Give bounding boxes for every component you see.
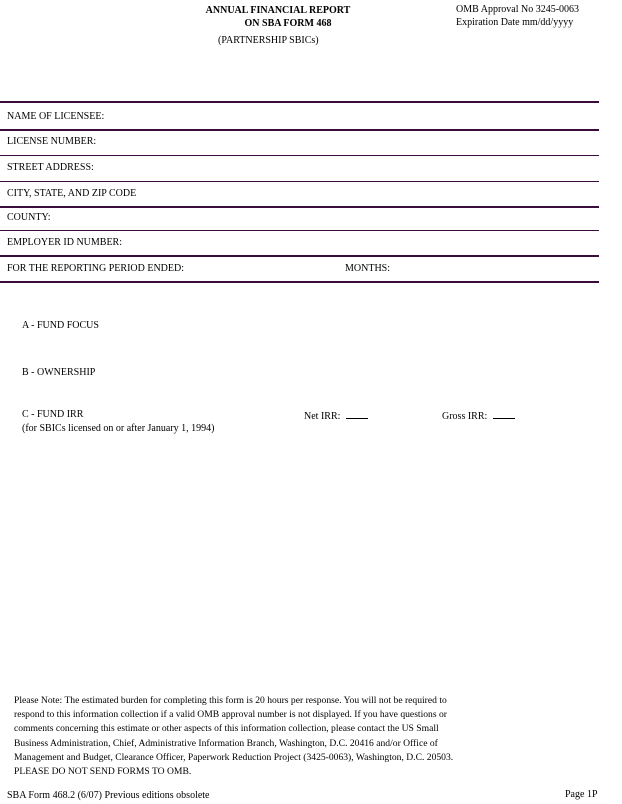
note-line: respond to this information collection if a valid OMB approval number is not displayed. If you have questions or [14, 709, 447, 721]
gross-irr-field[interactable] [442, 409, 515, 422]
field-months[interactable]: MONTHS: [345, 263, 391, 274]
net-irr-blank[interactable] [346, 409, 368, 419]
omb-approval: OMB Approval No 3245-0063 [456, 4, 580, 15]
note-line: PLEASE DO NOT SEND FORMS TO OMB. [14, 766, 192, 778]
gross-irr-blank[interactable] [493, 409, 515, 419]
gross-irr-label: Gross IRR: [442, 411, 488, 422]
field-city-state-zip[interactable]: CITY, STATE, AND ZIP CODE [7, 188, 137, 199]
divider [0, 129, 599, 131]
title-line-1: ANNUAL FINANCIAL REPORT [205, 5, 351, 16]
divider [0, 206, 599, 208]
divider-top [0, 101, 599, 103]
divider [0, 181, 599, 182]
burden-note [14, 694, 574, 779]
title-line-2: ON SBA FORM 468 [244, 18, 332, 29]
field-license-number[interactable]: LICENSE NUMBER: [7, 136, 97, 147]
section-ownership: B - OWNERSHIP [22, 367, 96, 378]
expiration-date: Expiration Date mm/dd/yyyy [456, 17, 574, 28]
divider [0, 230, 599, 231]
field-county[interactable]: COUNTY: [7, 212, 51, 223]
section-fund-focus: A - FUND FOCUS [22, 320, 99, 331]
field-employer-id[interactable]: EMPLOYER ID NUMBER: [7, 237, 123, 248]
divider [0, 155, 599, 156]
field-name-of-licensee[interactable]: NAME OF LICENSEE: [7, 111, 105, 122]
field-street-address[interactable]: STREET ADDRESS: [7, 162, 94, 173]
net-irr-label: Net IRR: [304, 411, 341, 422]
field-reporting-period[interactable]: FOR THE REPORTING PERIOD ENDED: [7, 263, 184, 274]
report-title [180, 4, 376, 30]
net-irr-field[interactable] [304, 409, 368, 422]
note-line: comments concerning this estimate or other aspects of this information collection, please contact the US Small [14, 723, 439, 735]
divider-bottom [0, 281, 599, 283]
note-line: Please Note: The estimated burden for completing this form is 20 hours per response. You will not be required to [14, 695, 447, 706]
note-line: Management and Budget, Clearance Officer, Paperwork Reduction Project (3425-0063), Washington, D.C. 20503. [14, 751, 454, 763]
note-line: Business Administration, Chief, Administrative Information Branch, Washington, D.C. 20416 and/or Office of [14, 737, 438, 749]
section-fund-irr: C - FUND IRR [22, 409, 84, 420]
page-number: Page 1P [565, 789, 598, 800]
footer-form-id: SBA Form 468.2 (6/07) Previous editions obsolete [7, 790, 210, 801]
divider [0, 255, 599, 257]
report-subtitle: (PARTNERSHIP SBICs) [218, 35, 319, 46]
fund-irr-note: (for SBICs licensed on or after January 1, 1994) [22, 423, 215, 434]
